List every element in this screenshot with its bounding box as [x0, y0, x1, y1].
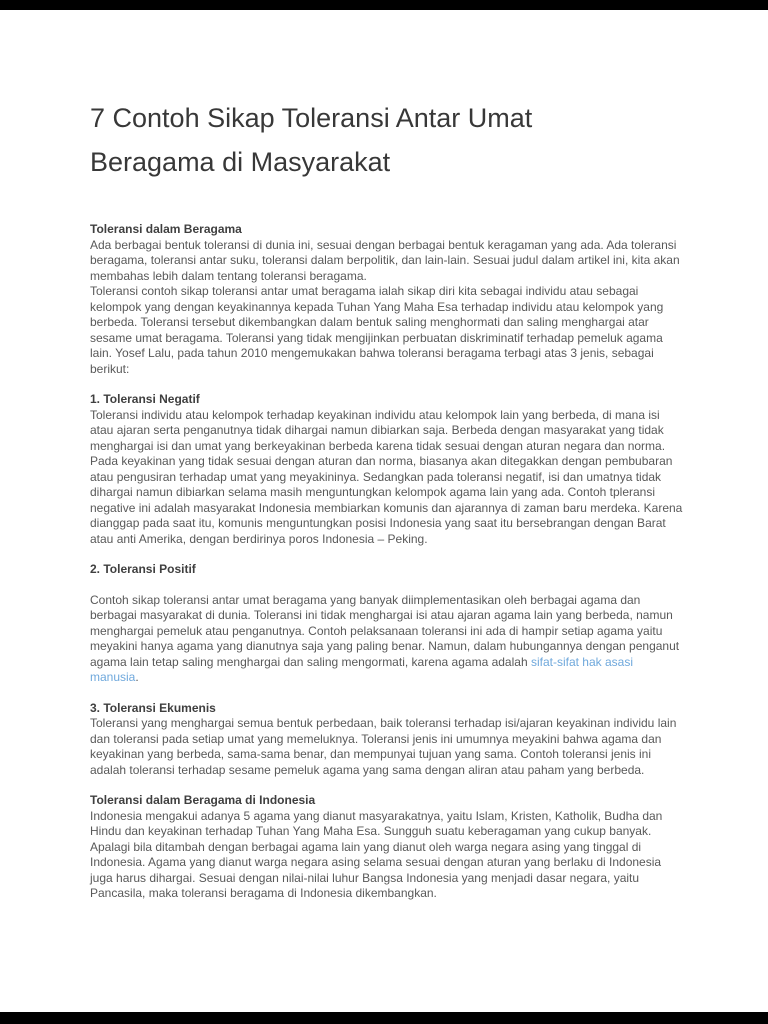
paragraph-text: Contoh sikap toleransi antar umat beragama yang banyak diimplementasikan oleh berbagai agama dan berbagai masyarakat di dunia. Toleransi ini tidak menghargai isi atau ajaran agama lain yang berbeda, namun menghargai pemeluk atau penganutnya. Contoh pelaksanaan toleransi ini ada di hampir setiap agama yaitu meyakini hanya agama yang dianutnya saja yang paling benar. Namun, dalam hubungannya dengan penganut agama lain tetap saling menghargai dan saling mengormati, karena agama adalah [90, 592, 680, 669]
section-paragraph: Indonesia mengakui adanya 5 agama yang dianut masyarakatnya, yaitu Islam, Kristen, Katholik, Budha dan Hindu dan keyakinan terhadap Tuhan Yang Maha Esa. Sungguh suatu keberagaman yang cukup banyak. Apalagi bila ditambah dengan berbagai agama lain yang dianut oleh warga negara asing yang tinggal di Indonesia. Agama yang dianut warga negara asing selama sesuai dengan aturan yang berlaku di Indonesia juga harus dihargai. Sesuai dengan nilai-nilai luhur Bangsa Indonesia yang menjadi dasar negara, yaitu Pancasila, maka toleransi beragama di Indonesia dikembangkan. [90, 808, 663, 900]
top-letterbox-bar [0, 0, 768, 10]
heading-spacer [90, 578, 684, 593]
document-title [90, 96, 684, 184]
section-paragraph: Toleransi contoh sikap toleransi antar umat beragama ialah sikap diri kita sebagai individu atau sebagai kelompok yang dengan keyakinannya kepada Tuhan Yang Maha Esa terhadap individu atau kelompok yang berbeda. Toleransi tersebut dikembangkan dalam bentuk saling menghormati dan saling menghargai atar sesame umat beragama. Toleransi yang tidak mengijinkan perbuatan diskriminatif terhadap pemeluk agama lain. Yosef Lalu, pada tahun 2010 mengemukakan bahwa toleransi beragama terbagi atas 3 jenis, sebagai berikut: [90, 284, 664, 376]
section-paragraph: Toleransi yang menghargai semua bentuk perbedaan, baik toleransi terhadap isi/ajaran keyakinan individu lain dan toleransi pada setiap umat yang memeluknya. Toleransi jenis ini umumnya meyakini bahwa agama dan keyakinan yang berbeda, sama-sama benar, dan mempunyai tujuan yang sama. Contoh toleransi jenis ini adalah toleransi terhadap sesame pemeluk agama yang sama dengan aliran atau paham yang berbeda. [90, 716, 677, 777]
section-toleransi-dalam-beragama [90, 222, 684, 377]
section-toleransi-positif [90, 562, 684, 686]
section-paragraph: Ada berbagai bentuk toleransi di dunia ini, sesuai dengan berbagai bentuk keragaman yang ada. Ada toleransi beragama, toleransi antar suku, toleransi dalam berpolitik, dan lain-lain. Sesuai judul dalam artikel ini, kita akan membahas lebih dalam tentang toleransi beragama. [90, 237, 680, 283]
document-page [0, 10, 768, 1012]
section-toleransi-negatif [90, 392, 684, 547]
section-heading: 3. Toleransi Ekumenis [90, 700, 216, 715]
title-line-1: 7 Contoh Sikap Toleransi Antar Umat [90, 103, 533, 133]
section-paragraph [90, 593, 684, 686]
title-line-2: Beragama di Masyarakat [90, 147, 391, 177]
section-heading: 2. Toleransi Positif [90, 562, 196, 576]
section-paragraph: Toleransi individu atau kelompok terhadap keyakinan individu atau kelompok lain yang berbeda, di mana isi atau ajaran serta penganutnya tidak dihargai namun dibiarkan saja. Berbeda dengan masyarakat yang tidak menghargai isi dan umat yang berkeyakinan berbeda karena tidak sesuai dengan aturan negara dan norma. Pada keyakinan yang tidak sesuai dengan aturan dan norma, biasanya akan ditegakkan dengan pembubaran atau pengusiran terhadap umat yang meyakininya. Sedangkan pada toleransi negatif, isi dan umatnya tidak dihargai namun dibiarkan selama masih menguntungkan kelompok agama lain yang ada. Contoh tpleransi negative ini adalah masyarakat Indonesia membiarkan komunis dan ajarannya di zaman baru merdeka. Karena dianggap pada saat itu, komunis menguntungkan posisi Indonesia yang saat itu bersebrangan dengan Barat atau anti Amerika, dengan berdirinya poros Indonesia – Peking. [90, 407, 683, 546]
section-heading: Toleransi dalam Beragama [90, 222, 242, 236]
section-toleransi-di-indonesia [90, 793, 684, 902]
bottom-letterbox-bar [0, 1012, 768, 1024]
hak-asasi-manusia-link[interactable]: sifat-sifat hak asasi manusia [90, 654, 633, 684]
section-heading: 1. Toleransi Negatif [90, 392, 200, 406]
paragraph-text: . [135, 670, 139, 684]
section-toleransi-ekumenis [90, 701, 684, 779]
section-heading: Toleransi dalam Beragama di Indonesia [90, 793, 316, 807]
